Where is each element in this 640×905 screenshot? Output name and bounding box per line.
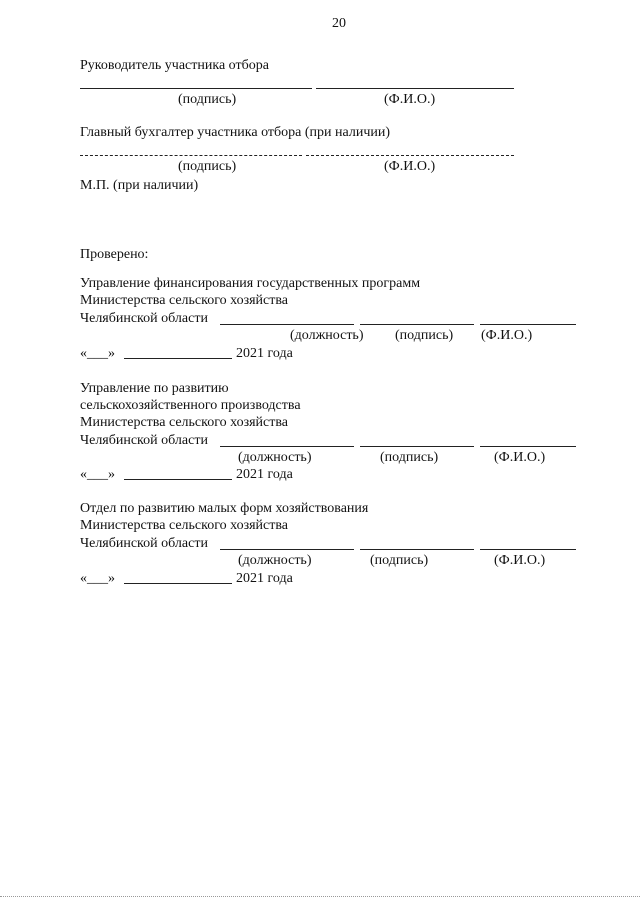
checked-label: Проверено: bbox=[80, 247, 149, 262]
block2-name-line bbox=[480, 446, 576, 447]
block1-line2: Министерства сельского хозяйства bbox=[80, 293, 289, 308]
block2-sign-caption: (подпись) bbox=[380, 450, 439, 465]
block2-date-prefix: «___» bbox=[80, 467, 115, 482]
block1-date-suffix: 2021 года bbox=[236, 346, 293, 361]
block3-name-line bbox=[480, 549, 576, 550]
block3-position-line bbox=[220, 549, 354, 550]
block2-date-suffix: 2021 года bbox=[236, 467, 293, 482]
block2-position-line bbox=[220, 446, 354, 447]
accountant-sign-line bbox=[80, 155, 302, 156]
block2-date-line bbox=[124, 479, 232, 480]
head-title: Руководитель участника отбора bbox=[80, 58, 269, 73]
block2-position-caption: (должность) bbox=[238, 450, 312, 465]
block1-sign-caption: (подпись) bbox=[395, 328, 454, 343]
block1-sign-line bbox=[360, 324, 474, 325]
page-bottom-edge bbox=[0, 896, 640, 897]
block3-date-line bbox=[124, 583, 232, 584]
block1-date-prefix: «___» bbox=[80, 346, 115, 361]
accountant-name-line bbox=[306, 155, 514, 156]
block2-line3: Министерства сельского хозяйства bbox=[80, 415, 289, 430]
block2-sign-line bbox=[360, 446, 474, 447]
block3-sign-line bbox=[360, 549, 474, 550]
block1-line1: Управление финансирования государственных программ bbox=[80, 276, 421, 291]
block1-date-line bbox=[124, 358, 232, 359]
block2-name-caption: (Ф.И.О.) bbox=[494, 450, 546, 465]
block1-name-caption: (Ф.И.О.) bbox=[481, 328, 533, 343]
block2-line2: сельскохозяйственного производства bbox=[80, 398, 301, 413]
head-sign-line bbox=[80, 88, 312, 89]
block3-date-suffix: 2021 года bbox=[236, 571, 293, 586]
accountant-sign-caption: (подпись) bbox=[178, 159, 237, 174]
block3-position-caption: (должность) bbox=[238, 553, 312, 568]
block1-position-line bbox=[220, 324, 354, 325]
block1-position-caption: (должность) bbox=[290, 328, 364, 343]
block3-date-prefix: «___» bbox=[80, 571, 115, 586]
head-name-caption: (Ф.И.О.) bbox=[384, 92, 436, 107]
accountant-title: Главный бухгалтер участника отбора (при наличии) bbox=[80, 125, 391, 140]
block3-line1: Отдел по развитию малых форм хозяйствования bbox=[80, 501, 369, 516]
block3-name-caption: (Ф.И.О.) bbox=[494, 553, 546, 568]
block3-sign-caption: (подпись) bbox=[370, 553, 429, 568]
block3-line3: Челябинской области bbox=[80, 536, 208, 551]
block1-line3: Челябинской области bbox=[80, 311, 208, 326]
block2-line1: Управление по развитию bbox=[80, 381, 229, 396]
block2-line4: Челябинской области bbox=[80, 433, 208, 448]
head-name-line bbox=[316, 88, 514, 89]
accountant-name-caption: (Ф.И.О.) bbox=[384, 159, 436, 174]
head-sign-caption: (подпись) bbox=[178, 92, 237, 107]
block3-line2: Министерства сельского хозяйства bbox=[80, 518, 289, 533]
block1-name-line bbox=[480, 324, 576, 325]
stamp-note: М.П. (при наличии) bbox=[80, 178, 199, 193]
page-number: 20 bbox=[332, 16, 346, 31]
